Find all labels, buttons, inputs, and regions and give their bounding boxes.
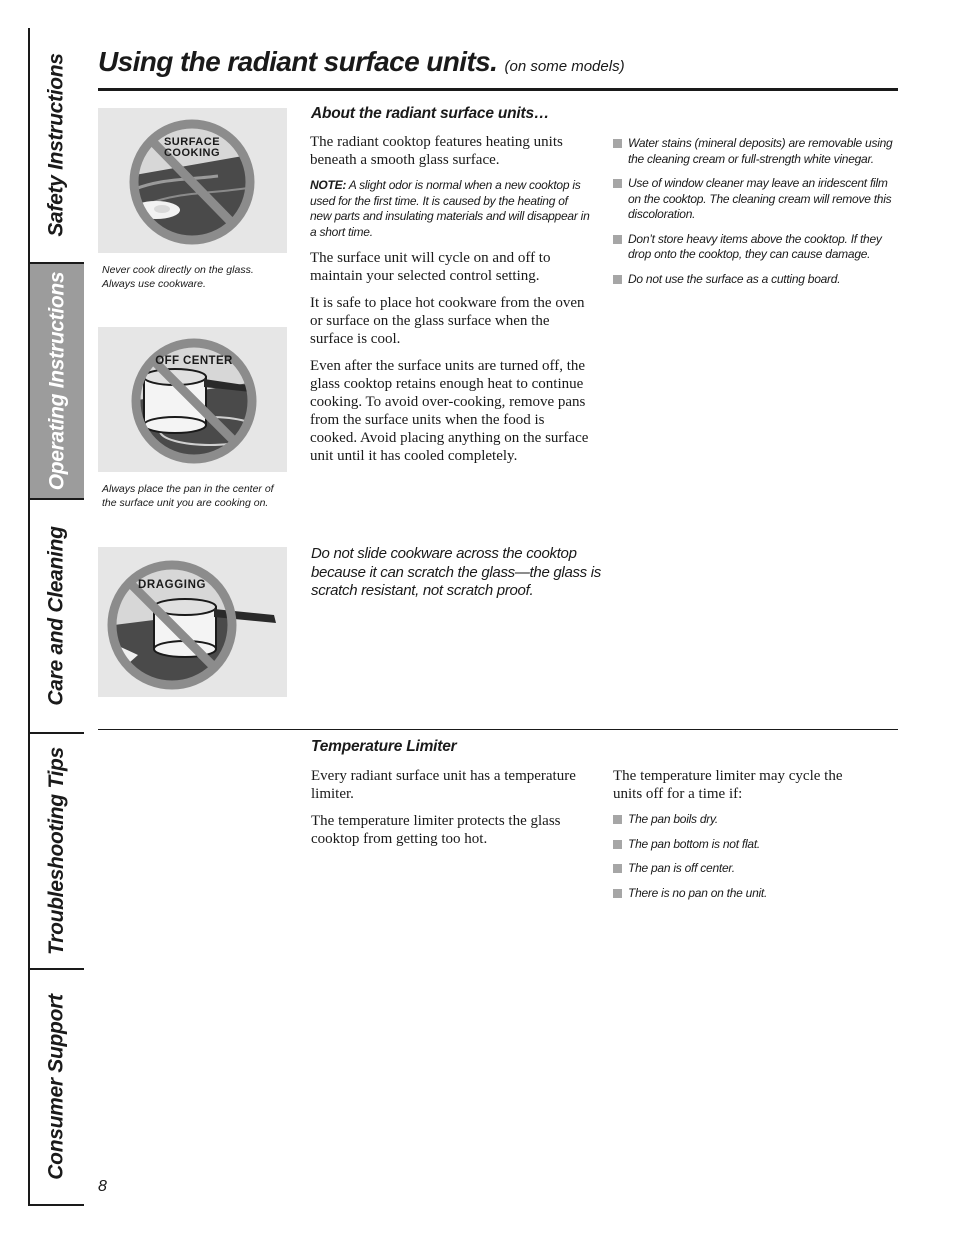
about-column-right: [613, 136, 901, 296]
off-center-caption: Always place the pan in the center of the surface unit you are cooking on.: [102, 483, 274, 509]
tab-operating-instructions[interactable]: Operating Instructions: [30, 264, 84, 500]
bullet-square-icon: [613, 815, 622, 824]
page-title: [98, 46, 898, 78]
dragging-warning: Do not slide cookware across the cooktop because it can scratch the glass—the glass is scratch resistant, not scratch proof.: [311, 545, 601, 599]
list-item: There is no pan on the unit.: [613, 886, 853, 902]
page-title-main: Using the radiant surface units.: [98, 46, 498, 77]
about-paragraph-2: The surface unit will cycle on and off to maintain your selected control setting.: [310, 250, 551, 284]
about-column-left: [310, 133, 592, 474]
limiter-column-right: [613, 767, 853, 910]
bullet-square-icon: [613, 235, 622, 244]
limiter-heading: Temperature Limiter: [311, 738, 457, 755]
limiter-intro: The temperature limiter may cycle the units off for a time if:: [613, 768, 843, 802]
list-item: Don’t store heavy items above the cooktop. If they drop onto the cooktop, they can cause damage.: [613, 232, 901, 263]
about-heading: About the radiant surface units…: [311, 105, 550, 122]
page-number: 8: [98, 1178, 107, 1195]
list-item: The pan is off center.: [613, 861, 853, 877]
about-paragraph-3: It is safe to place hot cookware from the oven or surface on the glass surface when the surface is cool.: [310, 295, 585, 347]
tab-consumer-support[interactable]: Consumer Support: [45, 994, 68, 1180]
bullet-square-icon: [613, 889, 622, 898]
bullet-square-icon: [613, 139, 622, 148]
tab-care-and-cleaning[interactable]: Care and Cleaning: [30, 500, 84, 734]
dragging-illustration: [98, 547, 287, 697]
section-divider: [98, 729, 898, 730]
limiter-bullet-list: [613, 812, 853, 901]
limiter-paragraph-1: Every radiant surface unit has a temperature limiter.: [311, 768, 576, 802]
section-tabs: [28, 28, 84, 1206]
about-paragraph-4: Even after the surface units are turned off, the glass cooktop retains enough heat to continue cooking. To avoid over-cooking, remove pans from the surface units when the food is cooked. Avoid placing anything on the surface unit until it has cooled completely.: [310, 358, 589, 464]
care-bullet-list: [613, 136, 901, 287]
surface-label-line1: SURFACE: [163, 136, 221, 148]
dragging-label: DRAGGING: [137, 579, 207, 591]
list-item: Do not use the surface as a cutting board.: [613, 272, 901, 288]
note-text: A slight odor is normal when a new cooktop is used for the first time. It is caused by the heating of new parts and insulating materials and will disappear in a short time.: [310, 178, 590, 239]
list-item: The pan bottom is not flat.: [613, 837, 853, 853]
list-item: The pan boils dry.: [613, 812, 853, 828]
about-note: [310, 178, 592, 240]
tab-safety-instructions[interactable]: Safety Instructions: [30, 28, 84, 264]
bullet-square-icon: [613, 275, 622, 284]
note-label: NOTE:: [310, 178, 347, 192]
surface-label-line2: COOKING: [163, 147, 221, 159]
list-item: Water stains (mineral deposits) are removable using the cleaning cream or full-strength white vinegar.: [613, 136, 901, 167]
limiter-paragraph-2: The temperature limiter protects the glass cooktop from getting too hot.: [311, 813, 561, 847]
bullet-square-icon: [613, 179, 622, 188]
bullet-square-icon: [613, 864, 622, 873]
header-rule: [98, 88, 898, 91]
list-item: Use of window cleaner may leave an iridescent film on the cooktop. The cleaning cream will remove this discoloration.: [613, 176, 901, 223]
off-center-label: OFF CENTER: [155, 355, 233, 367]
limiter-column-left: [311, 767, 593, 857]
surface-cooking-illustration: [98, 108, 287, 253]
off-center-illustration: [98, 327, 287, 472]
page-title-subtitle: (on some models): [504, 58, 625, 75]
tab-troubleshooting-tips[interactable]: Troubleshooting Tips: [30, 734, 84, 970]
bullet-square-icon: [613, 840, 622, 849]
about-paragraph-1: The radiant cooktop features heating units beneath a smooth glass surface.: [310, 134, 563, 168]
surface-cooking-caption: Never cook directly on the glass. Always use cookware.: [102, 264, 254, 290]
